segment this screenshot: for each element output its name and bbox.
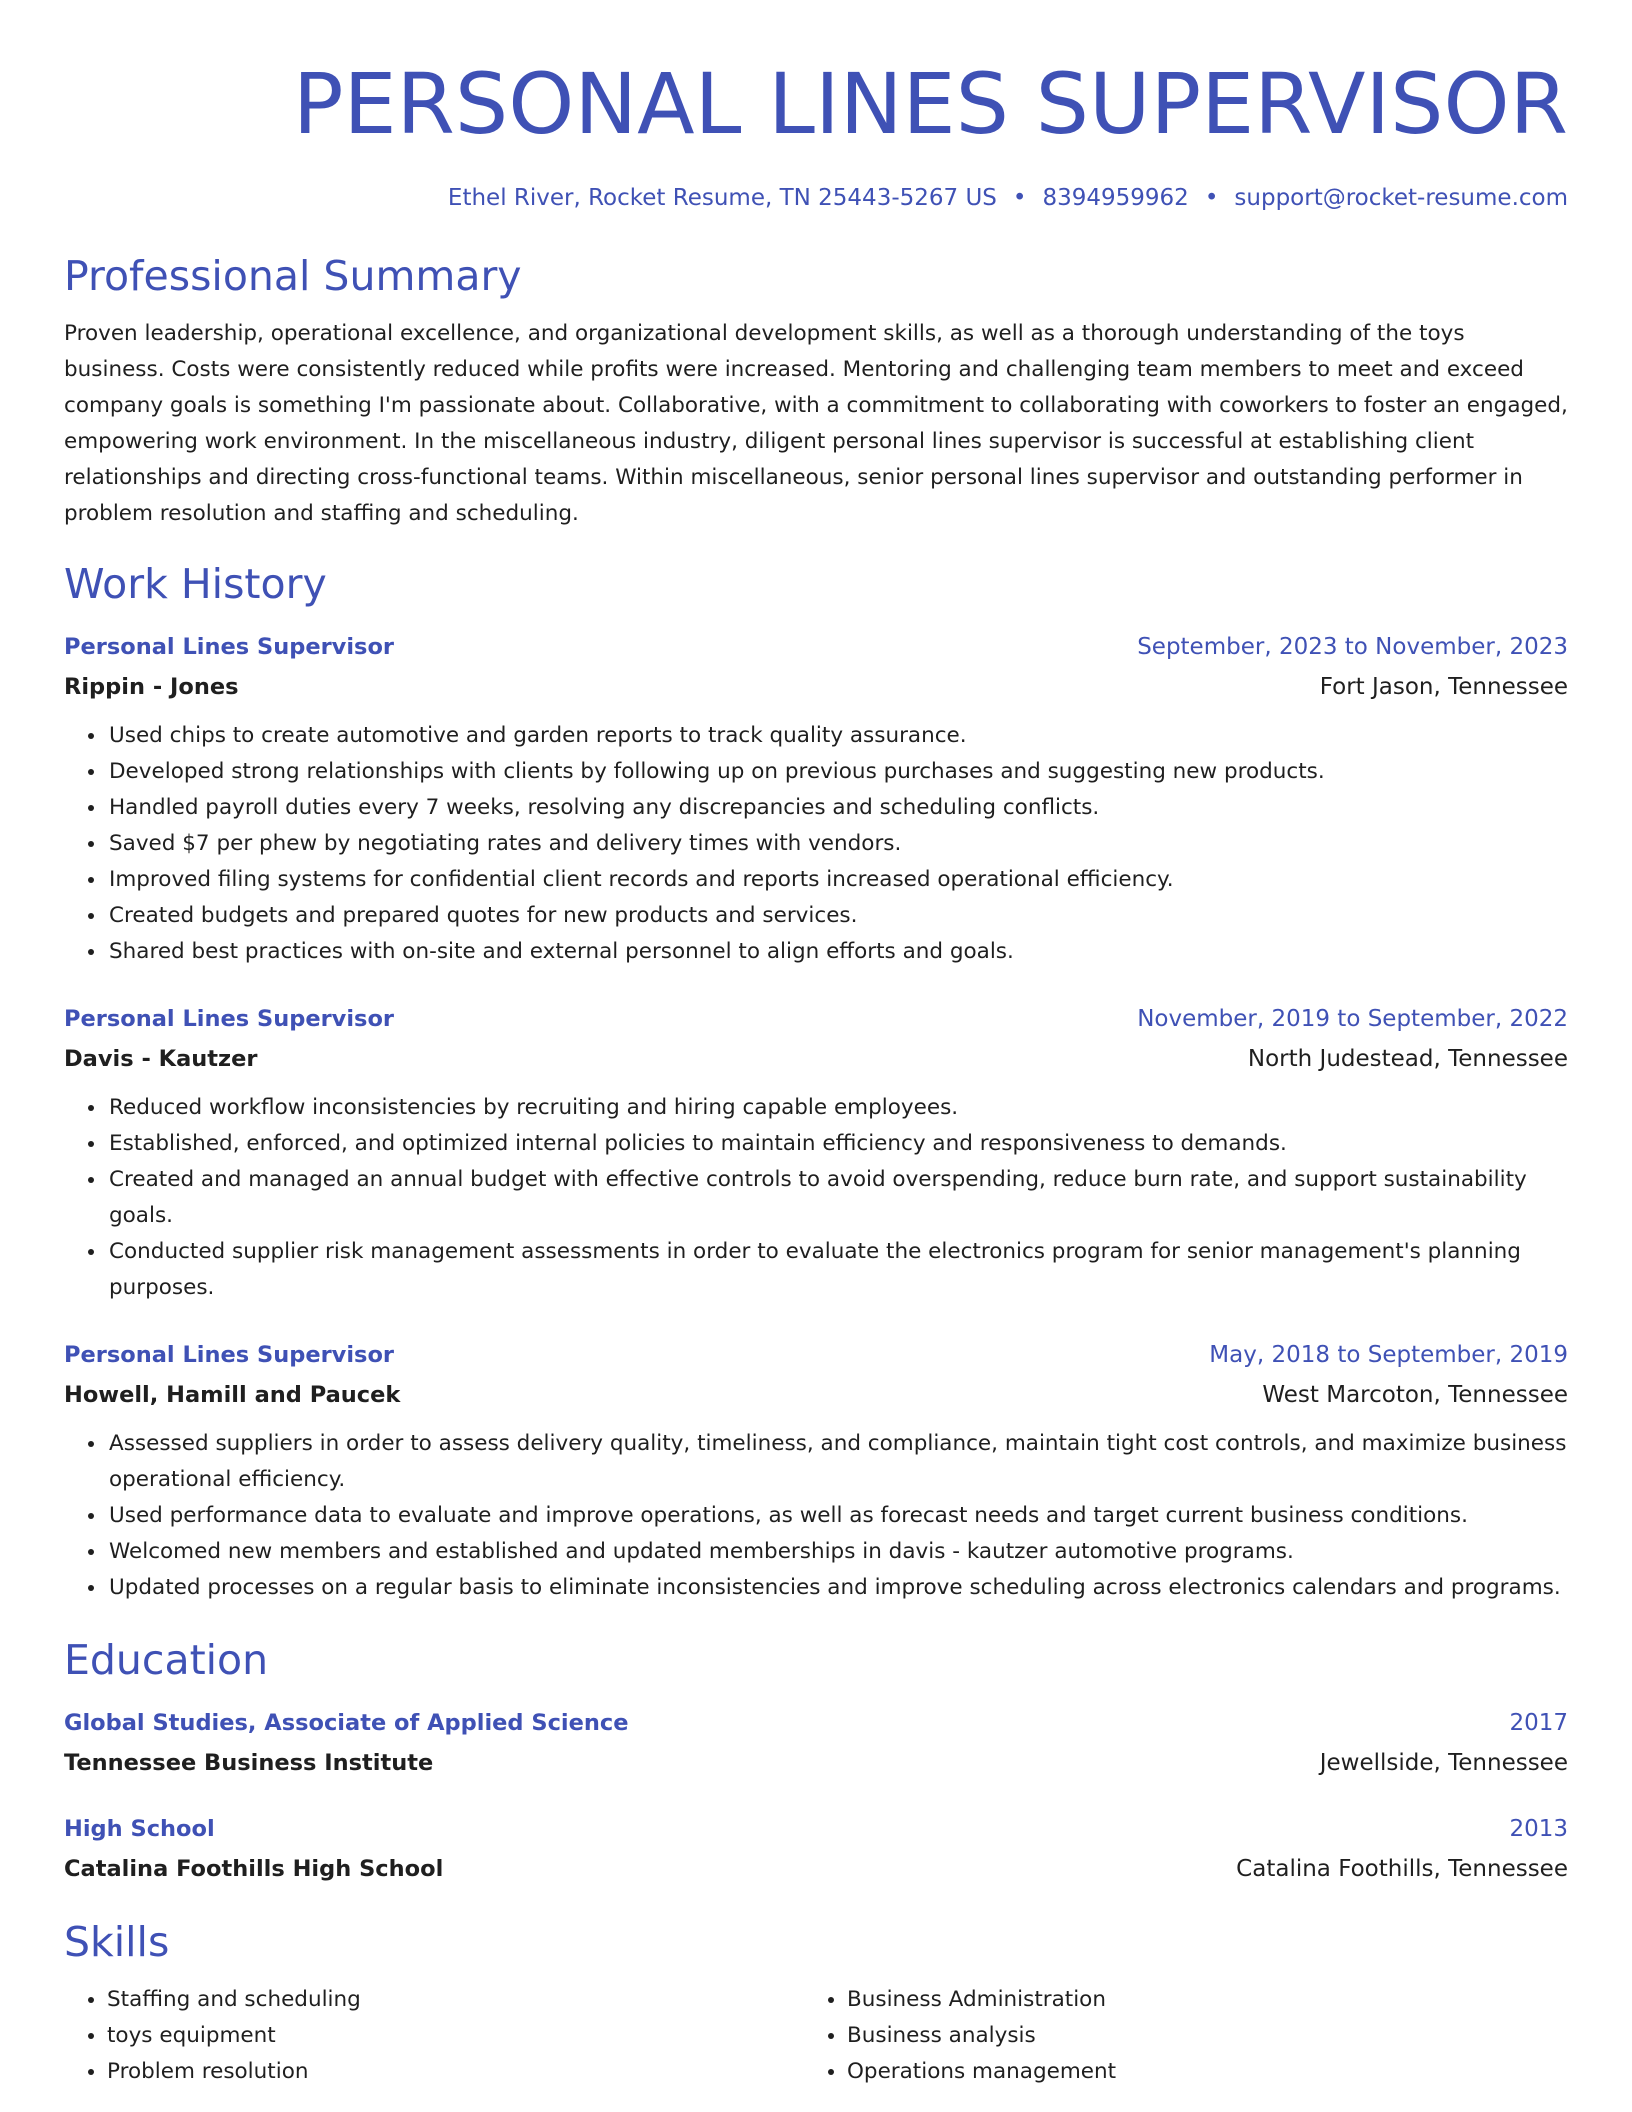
skill-item: • Business analysis <box>847 2018 1544 2054</box>
contact-line <box>64 182 1568 214</box>
skills-column-left <box>64 1982 804 2090</box>
skills-section <box>64 1916 1568 2090</box>
contact-separator: • <box>1012 185 1027 211</box>
job-bullet: • Developed strong relationships with clients by following up on previous purchases and suggesting new products. <box>107 754 1568 790</box>
skill-item: • Business Administration <box>847 1982 1544 2018</box>
job-location: West Marcoton, Tennessee <box>1262 1382 1568 1408</box>
section-title-education: Education <box>64 1636 269 1684</box>
job-dates: November, 2019 to September, 2022 <box>1137 1006 1568 1032</box>
skills-list <box>804 1982 1544 2090</box>
section-title-skills: Skills <box>64 1918 170 1966</box>
job-bullet: • Assessed suppliers in order to assess delivery quality, timeliness, and compliance, maintain tight cost controls, and maximize business operational efficiency. <box>107 1426 1568 1498</box>
contact-phone: 8394959962 <box>1042 185 1189 211</box>
resume-header <box>64 56 1568 214</box>
section-title-work-history: Work History <box>64 560 327 608</box>
education-header-row <box>64 1706 1568 1740</box>
job-company-row <box>64 670 1568 704</box>
job-location: Fort Jason, Tennessee <box>1319 674 1568 700</box>
job-bullet: • Created and managed an annual budget with effective controls to avoid overspending, reduce burn rate, and support sustainability goals. <box>107 1162 1568 1234</box>
education-degree: High School <box>64 1816 215 1842</box>
job-dates: September, 2023 to November, 2023 <box>1137 634 1568 660</box>
education-year: 2017 <box>1509 1710 1568 1736</box>
contact-email[interactable]: support@rocket-resume.com <box>1234 185 1568 211</box>
job-entry <box>64 1002 1568 1306</box>
job-header-row <box>64 630 1568 664</box>
education-header-row <box>64 1812 1568 1846</box>
job-bullet: • Shared best practices with on-site and external personnel to align efforts and goals. <box>107 934 1568 970</box>
job-bullet: • Used chips to create automotive and garden reports to track quality assurance. <box>107 718 1568 754</box>
job-bullets <box>64 718 1568 970</box>
job-title: Personal Lines Supervisor <box>64 1342 395 1368</box>
skill-item: • toys equipment <box>107 2018 804 2054</box>
job-bullet: • Saved $7 per phew by negotiating rates and delivery times with vendors. <box>107 826 1568 862</box>
job-bullet: • Established, enforced, and optimized internal policies to maintain efficiency and responsiveness to demands. <box>107 1126 1568 1162</box>
job-entry <box>64 630 1568 970</box>
job-bullets <box>64 1090 1568 1306</box>
job-bullet: • Improved filing systems for confidential client records and reports increased operational efficiency. <box>107 862 1568 898</box>
candidate-name: PERSONAL LINES SUPERVISOR <box>292 55 1568 153</box>
job-entry <box>64 1338 1568 1606</box>
job-header-row <box>64 1338 1568 1372</box>
job-bullet: • Used performance data to evaluate and improve operations, as well as forecast needs and target current business conditions. <box>107 1498 1568 1534</box>
education-entry <box>64 1706 1568 1780</box>
job-bullet: • Welcomed new members and established and updated memberships in davis - kautzer automotive programs. <box>107 1534 1568 1570</box>
education-section <box>64 1634 1568 1886</box>
summary-section <box>64 250 1568 532</box>
job-title: Personal Lines Supervisor <box>64 634 395 660</box>
job-header-row <box>64 1002 1568 1036</box>
education-year: 2013 <box>1509 1816 1568 1842</box>
job-bullet: • Handled payroll duties every 7 weeks, resolving any discrepancies and scheduling conflicts. <box>107 790 1568 826</box>
education-school: Tennessee Business Institute <box>64 1750 434 1776</box>
education-location: Catalina Foothills, Tennessee <box>1236 1856 1568 1882</box>
job-company: Howell, Hamill and Paucek <box>64 1382 401 1408</box>
skill-item: • Staffing and scheduling <box>107 1982 804 2018</box>
education-school: Catalina Foothills High School <box>64 1856 444 1882</box>
job-company: Rippin - Jones <box>64 674 239 700</box>
job-dates: May, 2018 to September, 2019 <box>1209 1342 1568 1368</box>
education-school-row <box>64 1852 1568 1886</box>
job-company: Davis - Kautzer <box>64 1046 258 1072</box>
education-entry <box>64 1812 1568 1886</box>
job-bullets <box>64 1426 1568 1606</box>
job-bullet: • Created budgets and prepared quotes for new products and services. <box>107 898 1568 934</box>
job-bullet: • Reduced workflow inconsistencies by recruiting and hiring capable employees. <box>107 1090 1568 1126</box>
skill-item: • Problem resolution <box>107 2054 804 2090</box>
skills-column-right <box>804 1982 1544 2090</box>
contact-address: Ethel River, Rocket Resume, TN 25443-5267 US <box>447 185 997 211</box>
job-bullet: • Updated processes on a regular basis to eliminate inconsistencies and improve scheduling across electronics calendars and programs. <box>107 1570 1568 1606</box>
summary-text: Proven leadership, operational excellence, and organizational development skills, as well as a thorough understanding of the toys business. Costs were consistently reduced while profits were increased. Mentoring and challenging team members to meet and exceed company goals is something I'm passionate about. Collaborative, with a commitment to collaborating with coworkers to foster an engaged, empowering work environment. In the miscellaneous industry, diligent personal lines supervisor is successful at establishing client relationships and directing cross-functional teams. Within miscellaneous, senior personal lines supervisor and outstanding performer in problem resolution and staffing and scheduling. <box>64 321 1568 526</box>
skills-list <box>64 1982 804 2090</box>
skill-item: • Operations management <box>847 2054 1544 2090</box>
skills-grid <box>64 1982 1568 2090</box>
education-degree: Global Studies, Associate of Applied Science <box>64 1710 629 1736</box>
education-location: Jewellside, Tennessee <box>1319 1750 1568 1776</box>
job-company-row <box>64 1042 1568 1076</box>
work-history-section <box>64 558 1568 1606</box>
job-company-row <box>64 1378 1568 1412</box>
contact-separator: • <box>1204 185 1219 211</box>
job-bullet: • Conducted supplier risk management assessments in order to evaluate the electronics program for senior management's planning purposes. <box>107 1234 1568 1306</box>
job-title: Personal Lines Supervisor <box>64 1006 395 1032</box>
job-location: North Judestead, Tennessee <box>1247 1046 1568 1072</box>
section-title-summary: Professional Summary <box>64 252 522 300</box>
education-school-row <box>64 1746 1568 1780</box>
